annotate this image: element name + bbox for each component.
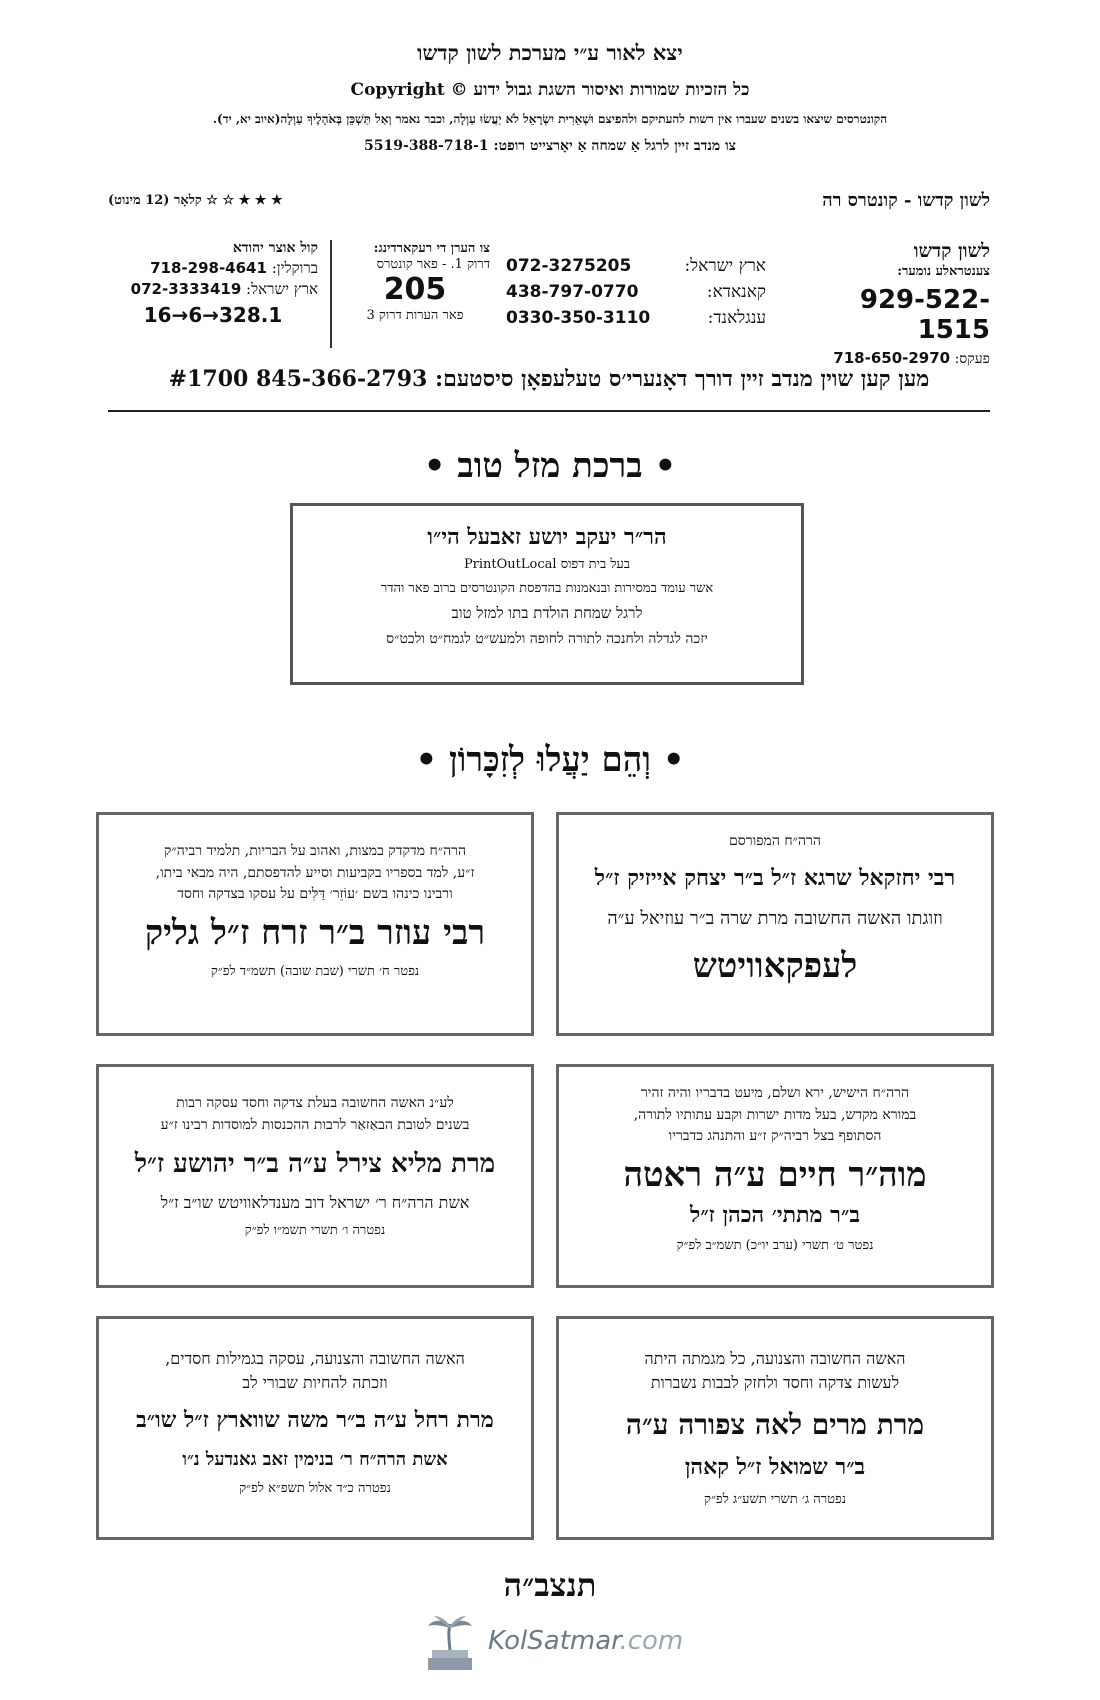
countries-block: [506, 240, 766, 328]
recording-title: צו הערן די רעקארדינג:: [373, 241, 490, 256]
card-date: נפטרה ג׳ תשרי תשע״ג לפ״ק: [703, 1491, 846, 1507]
card-line: האשה החשובה והצנועה, כל מגמתה היתה: [644, 1349, 906, 1368]
fax-label: פעקס:: [954, 351, 990, 367]
memorial-card: [96, 1316, 534, 1540]
england-number[interactable]: 0330-350-3110: [506, 308, 651, 328]
card-name: מרת מרים לאה צפורה ע״ה: [625, 1408, 925, 1441]
brooklyn-label: ברוקלין:: [271, 259, 318, 277]
series-title: לשון קדשו - קונטרס רה: [822, 190, 990, 211]
memorial-card: [556, 1316, 994, 1540]
kol-israel-number[interactable]: 072-3333419: [130, 280, 242, 298]
kol-otzar-title: קול אוצר יהודא: [232, 240, 318, 256]
copyright-notice: הקונטרסים שיצאו בשנים שעברו אין רשות להעתיקם ולהפיצם וּשְׁאֵרִית יִשְׂרָאֵל לֹא יַעֲשׂוּ עַוְלָה, וכבר נאמר וְאַל תַּשְׁכֵּן בְּאֹהָלֶיךָ עַוְלָה(איוב יא, יד).: [212, 112, 888, 126]
memorial-card: [556, 1064, 994, 1288]
israel-number[interactable]: 072-3275205: [506, 256, 632, 276]
mazal-sub2: אשר עומד במסירות ובנאמנות בהדפסת הקונטרסים ברוב פאר והדר: [380, 581, 714, 596]
card-line: אשת הרה״ח ר׳ ישראל דוב מענדלאוויטש שו״ב ז״ל: [160, 1192, 470, 1212]
central-label: צענטראלע נומער:: [897, 264, 990, 279]
recording-line4: פאר הערות דרוק 3: [366, 308, 464, 323]
palm-tree-icon: [420, 1614, 480, 1674]
central-number[interactable]: 929-522-1515: [859, 285, 990, 345]
card-name: רבי יחזקאל שרגא ז״ל ב״ר יצחק אייזיק ז״ל: [594, 864, 956, 891]
mazal-sub3: לרגל שמחת הולדת בתו למזל טוב: [451, 604, 643, 622]
card-surname: לעפקאוויטש: [692, 945, 858, 986]
card-line: במורא מקדש, בעל מדות ישרות וקבע עתותיו לתורה,: [633, 1106, 917, 1123]
mazal-tov-box: [290, 503, 804, 685]
recording-line2: דרוק 1. - פאר קונטרס: [376, 257, 490, 272]
card-line: וזוגתו האשה החשובה מרת שרה ב״ר עוזיאל ע״ה: [607, 908, 943, 929]
kol-israel-label: ארץ ישראל:: [246, 280, 318, 298]
mazal-sub4: יזכה לגדלה ולחנכה לתורה לחופה ולמעש״ט לגמח״ט ולכט״ס: [386, 631, 708, 647]
mazal-sub1: בעל בית דפוס PrintOutLocal: [463, 557, 631, 572]
copyright-line: כל הזכיות שמורות ואיסור השגת גבול ידוע © Copyright: [350, 80, 750, 100]
memorial-card: [96, 1064, 534, 1288]
fax-number[interactable]: 718-650-2970: [833, 349, 951, 367]
phone-system-line: מען קען שוין מנדב זיין דורך דאָנערי׳ס טעלעפאָן סיסטעם: 845-366-2793 #1700: [168, 366, 930, 392]
card-line: אשת הרה״ח ר׳ בנימין זאב גאנדעל נ״ו: [182, 1448, 448, 1470]
canada-number[interactable]: 438-797-0770: [506, 282, 639, 302]
card-line: הרה״ח המפורסם: [729, 833, 821, 849]
card-line: בשנים לטובת הבאַזאַר לרבות ההכנסות למוסדות רבינו ז״ע: [160, 1116, 470, 1133]
card-date: נפטרה ו׳ תשרי תשמ״ו לפ״ק: [244, 1222, 386, 1238]
card-name: מרת מליא צירל ע״ה ב״ר יהושע ז״ל: [134, 1149, 496, 1179]
kolsatmar-logo[interactable]: [420, 1614, 684, 1674]
card-line: ז״ע, למד בספריו בקביעות וסייע להדפסתם, היה מבאי ביתו,: [155, 864, 475, 881]
card-name: רבי עוזר ב״ר זרח ז״ל גליק: [144, 912, 486, 953]
card-line: האשה החשובה והצנועה, עסקה בגמילות חסדים,: [165, 1349, 465, 1368]
leshon-title: לשון קדשו: [913, 240, 990, 262]
publisher-line: יצא לאור ע״י מערכת לשון קדשו: [417, 40, 683, 65]
card-line: לעשות צדקה וחסד ולחזק לבבות נשברות: [650, 1373, 900, 1392]
card-name: מוה״ר חיים ע״ה ראטה: [623, 1154, 927, 1195]
donate-line: צו מנדב זיין לרגל אַ שמחה אַ יאָרצייט רופט: 5519-388-718-1: [363, 138, 736, 154]
card-line: הרה״ח מדקדק במצות, ואהוב על הבריות, תלמיד רביה״ק: [163, 843, 467, 859]
kol-otzar-block: [108, 240, 318, 327]
memorial-title: • וְהֵם יַעֲלוּ לְזִכָּרוֹן •: [415, 740, 685, 780]
mazal-name: הר״ר יעקב יושע זאבעל הי״ו: [427, 524, 667, 550]
leshon-block: [790, 240, 990, 368]
header-rule: [108, 410, 990, 412]
memorial-card: [556, 812, 994, 1036]
card-line: וזכתה להחיות שבורי לב: [242, 1373, 388, 1392]
logo-suffix: .com: [619, 1626, 684, 1656]
recording-number: 205: [383, 272, 447, 307]
card-line: ב״ר שמואל ז״ל קאהן: [684, 1454, 866, 1480]
memorial-card: [96, 812, 534, 1036]
difficulty-rating: ★ ★ ★ ☆ ☆ קלאָר (12 מינוט): [108, 193, 283, 208]
card-line: לע״נ האשה החשובה בעלת צדקה וחסד עסקה רבות: [176, 1095, 454, 1111]
kol-path: 16→6→328.1: [143, 303, 283, 327]
card-date: נפטר ח׳ תשרי (שבת שובה) תשמ״ד לפ״ק: [210, 964, 420, 979]
footer-title: תנצב״ה: [503, 1566, 597, 1604]
card-line: ורבינו כינהו בשם ׳עוֹזֵר׳ דַּלִּים על עסקו בצדקה וחסד: [177, 886, 453, 902]
england-label: ענגלאנד:: [707, 308, 766, 328]
card-line: הרה״ח הישיש, ירא ושלם, מיעט בדבריו והיה זהיר: [640, 1085, 910, 1101]
canada-label: קאנאדא:: [706, 282, 766, 302]
card-name: מרת רחל ע״ה ב״ר משה שווארץ ז״ל שו״ב: [136, 1407, 494, 1433]
card-date: נפטר ט׳ תשרי (ערב יו״כ) תשמ״ב לפ״ק: [676, 1237, 874, 1253]
card-line: הסתופף בצל רביה״ק ז״ע והתנהג כדבריו: [668, 1128, 882, 1144]
info-divider: [330, 240, 332, 348]
recording-block: [340, 240, 490, 323]
mazal-tov-title: • ברכת מזל טוב •: [423, 446, 677, 486]
brooklyn-number[interactable]: 718-298-4641: [150, 259, 267, 277]
card-date: נפטרה כ״ד אלול תשפ״א לפ״ק: [239, 1481, 391, 1496]
logo-name: KolSatmar: [488, 1626, 620, 1656]
contact-info: [108, 240, 990, 367]
israel-label: ארץ ישראל:: [684, 256, 766, 276]
card-line: ב״ר מתתי׳ הכהן ז״ל: [690, 1202, 860, 1228]
